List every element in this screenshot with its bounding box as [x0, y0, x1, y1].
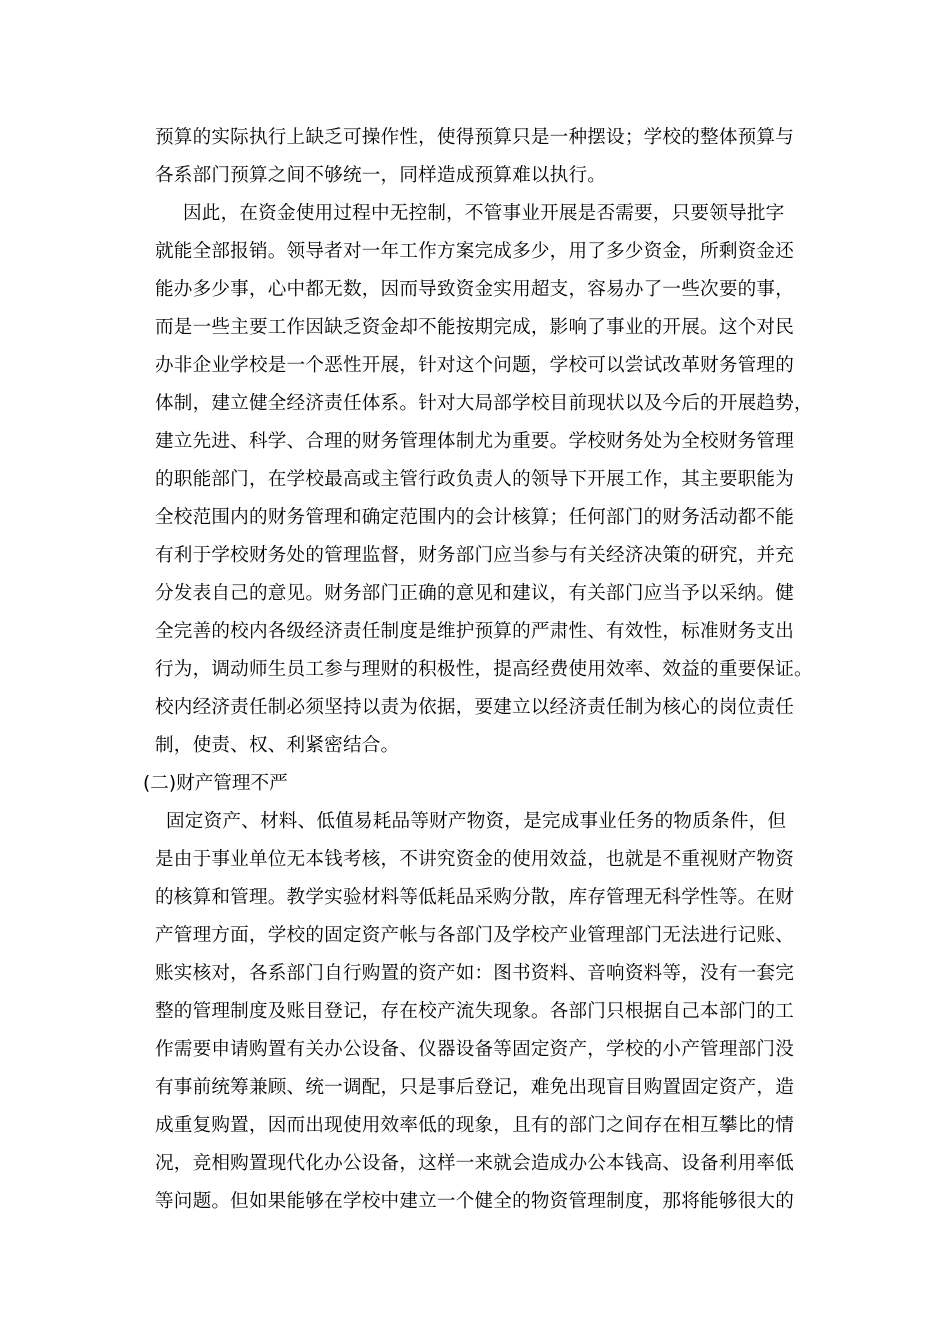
- text-line: 等问题。但如果能够在学校中建立一个健全的物资管理制度，那将能够很大的: [155, 1191, 794, 1212]
- paragraph-start-line: 固定资产、材料、低值易耗品等财产物资，是完成事业任务的物质条件，但: [166, 811, 787, 832]
- section-heading: (二)财产管理不严: [143, 773, 288, 794]
- text-line: 制，使责、权、利紧密结合。: [155, 735, 400, 756]
- text-line: 体制，建立健全经济责任体系。针对大局部学校目前现状以及今后的开展趋势，: [155, 393, 813, 414]
- text-line: 建立先进、科学、合理的财务管理体制尤为重要。学校财务处为全校财务管理: [155, 431, 794, 452]
- text-line: 整的管理制度及账目登记，存在校产流失现象。各部门只根据自己本部门的工: [155, 1001, 794, 1022]
- text-line: 的职能部门，在学校最高或主管行政负责人的领导下开展工作，其主要职能为: [155, 469, 794, 490]
- text-line: 就能全部报销。领导者对一年工作方案完成多少，用了多少资金，所剩资金还: [155, 241, 794, 262]
- paragraph-start-line: 因此，在资金使用过程中无控制，不管事业开展是否需要，只要领导批字: [183, 203, 785, 224]
- text-line: 全校范围内的财务管理和确定范围内的会计核算；任何部门的财务活动都不能: [155, 507, 794, 528]
- text-line: 是由于事业单位无本钱考核，不讲究资金的使用效益，也就是不重视财产物资: [155, 849, 794, 870]
- text-line: 办非企业学校是一个恶性开展，针对这个问题，学校可以尝试改革财务管理的: [155, 355, 794, 376]
- text-line: 作需要申请购置有关办公设备、仪器设备等固定资产，学校的小产管理部门没: [155, 1039, 794, 1060]
- text-line: 况，竞相购置现代化办公设备，这样一来就会造成办公本钱高、设备利用率低: [155, 1153, 794, 1174]
- text-line: 全完善的校内各级经济责任制度是维护预算的严肃性、有效性，标准财务支出: [155, 621, 794, 642]
- text-line: 行为，调动师生员工参与理财的积极性，提高经费使用效率、效益的重要保证。: [155, 659, 813, 680]
- text-line: 各系部门预算之间不够统一，同样造成预算难以执行。: [155, 165, 607, 186]
- text-line: 分发表自己的意见。财务部门正确的意见和建议，有关部门应当予以采纳。健: [155, 583, 794, 604]
- text-line: 成重复购置，因而出现使用效率低的现象，且有的部门之间存在相互攀比的情: [155, 1115, 794, 1136]
- text-line: 有利于学校财务处的管理监督，财务部门应当参与有关经济决策的研究，并充: [155, 545, 794, 566]
- text-line: 有事前统筹兼顾、统一调配，只是事后登记，难免出现盲目购置固定资产，造: [155, 1077, 794, 1098]
- text-line: 产管理方面，学校的固定资产帐与各部门及学校产业管理部门无法进行记账、: [155, 925, 794, 946]
- text-line: 账实核对，各系部门自行购置的资产如：图书资料、音响资料等，没有一套完: [155, 963, 794, 984]
- text-line: 校内经济责任制必须坚持以责为依据，要建立以经济责任制为核心的岗位责任: [155, 697, 794, 718]
- text-line: 而是一些主要工作因缺乏资金却不能按期完成，影响了事业的开展。这个对民: [155, 317, 794, 338]
- text-line: 预算的实际执行上缺乏可操作性，使得预算只是一种摆设；学校的整体预算与: [155, 127, 794, 148]
- text-line: 能办多少事，心中都无数，因而导致资金实用超支，容易办了一些次要的事，: [155, 279, 794, 300]
- text-line: 的核算和管理。教学实验材料等低耗品采购分散，库存管理无科学性等。在财: [155, 887, 794, 908]
